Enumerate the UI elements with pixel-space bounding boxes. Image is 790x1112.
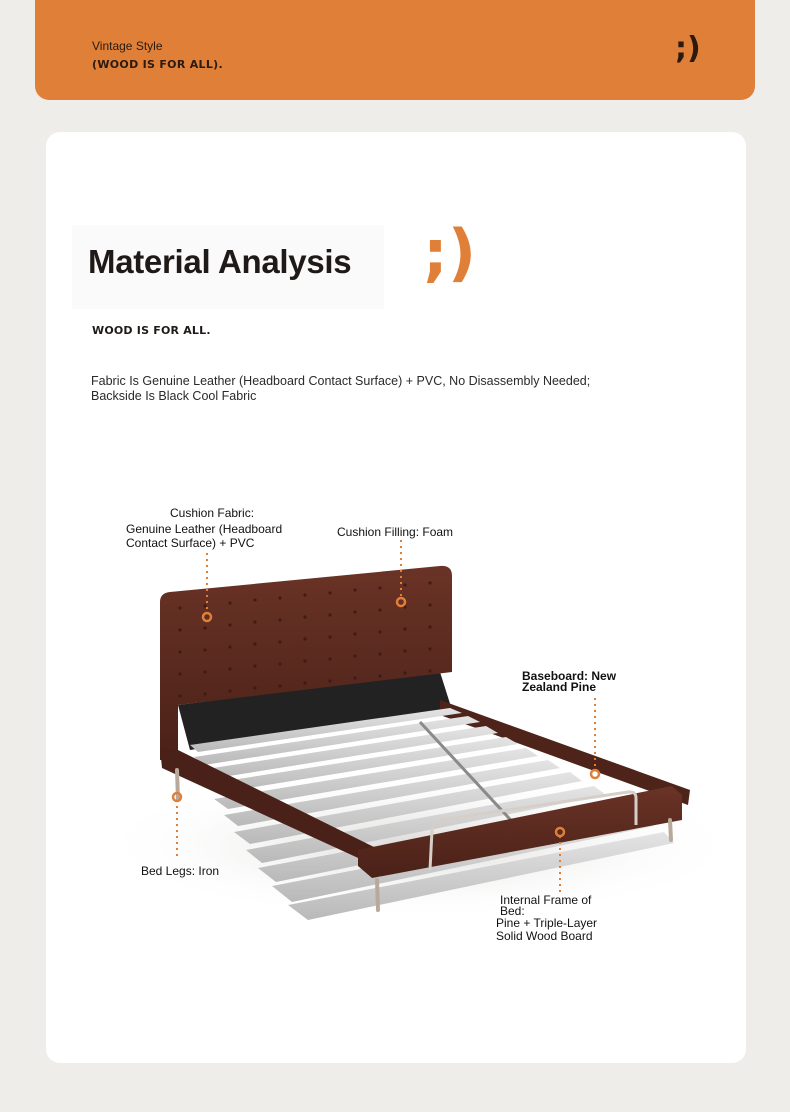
header-slogan: (WOOD IS FOR ALL). [92, 58, 223, 71]
callout-bed-legs: Bed Legs: Iron [141, 864, 220, 878]
callout-internal-frame-detail: Pine + Triple-Layer Solid Wood Board [496, 916, 598, 943]
callout-cushion-fabric-detail: Genuine Leather (Headboard Contact Surface) + PVC [126, 522, 283, 550]
callout-cushion-filling: Cushion Filling: Foam [337, 525, 454, 539]
brand-logo-large: ;) [423, 216, 477, 289]
brand-logo: ;) [675, 31, 701, 66]
callout-baseboard: Baseboard: New Zealand Pine [522, 669, 617, 694]
description-line-2: Backside Is Black Cool Fabric [91, 389, 257, 403]
page-title: Material Analysis [88, 243, 352, 280]
section-slogan: WOOD IS FOR ALL. [92, 324, 211, 337]
callout-internal-frame-title: Internal Frame of Bed: [500, 893, 592, 918]
callout-cushion-fabric-title: Cushion Fabric: [170, 506, 255, 520]
style-label: Vintage Style [92, 39, 163, 53]
description-line-1: Fabric Is Genuine Leather (Headboard Contact Surface) + PVC, No Disassembly Needed; [91, 374, 591, 388]
ring-marker-icon [591, 770, 599, 778]
